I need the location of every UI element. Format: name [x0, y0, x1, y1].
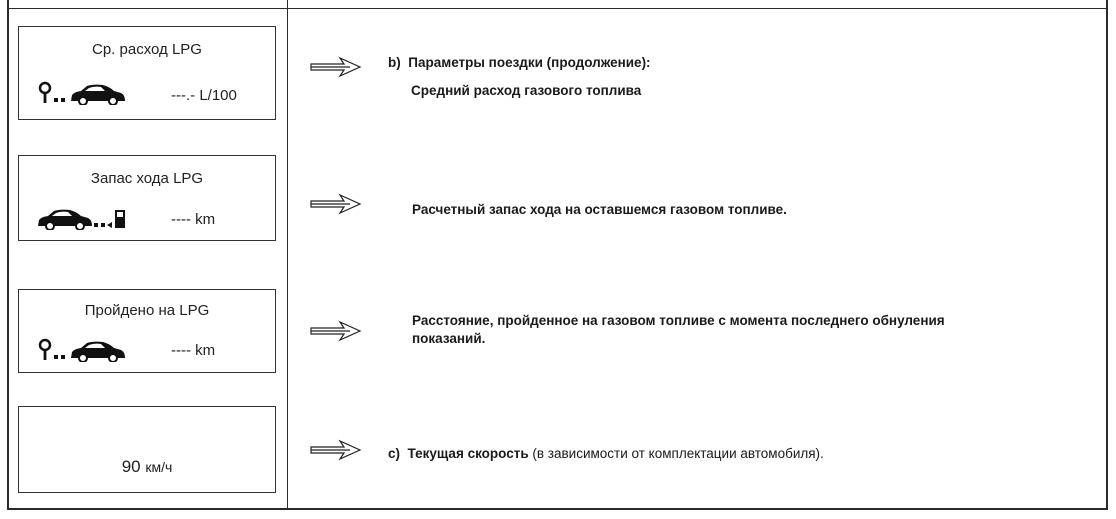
- display-panel-range-lpg: [18, 155, 276, 241]
- description-text: Расстояние, пройденное на газовом топливе с момента последнего обнуления: [412, 313, 945, 328]
- pump-dots-car-icon: [37, 338, 129, 362]
- description-text: Средний расход газового топлива: [411, 83, 642, 98]
- arrow-right-icon: [310, 193, 362, 215]
- car-arrow-pump-icon: [37, 206, 129, 230]
- panel-title: Пройдено на LPG: [84, 302, 210, 319]
- description-distance-lpg: [412, 310, 945, 350]
- panel-value: ---- km: [171, 342, 216, 359]
- panel-value: ---- km: [171, 211, 216, 228]
- speed-readout: [19, 457, 275, 477]
- arrow-right-icon: [310, 439, 362, 461]
- display-panel-distance-lpg: [18, 289, 276, 373]
- panel-title: Ср. расход LPG: [92, 41, 202, 58]
- display-panel-speed: [18, 406, 276, 493]
- speed-unit: км/ч: [145, 459, 173, 475]
- arrow-right-icon: [310, 56, 362, 78]
- speed-value: 90: [121, 457, 141, 476]
- pump-dots-car-icon: [37, 81, 129, 105]
- description-range-lpg: [412, 199, 787, 221]
- item-marker: b): [388, 55, 401, 70]
- description-speed: [388, 443, 824, 465]
- description-heading: Параметры поездки (продолжение):: [408, 55, 651, 70]
- display-panel-avg-lpg: [18, 26, 276, 120]
- column-divider: [287, 0, 288, 510]
- panel-title: Запас хода LPG: [90, 170, 204, 187]
- description-avg-lpg: [388, 52, 651, 102]
- item-marker: c): [388, 446, 401, 461]
- arrow-right-icon: [310, 320, 362, 342]
- description-text: Расчетный запас хода на оставшемся газовом топливе.: [412, 202, 787, 217]
- panel-value: ---.- L/100: [171, 87, 237, 104]
- table-top-rule: [7, 8, 1108, 9]
- description-note: (в зависимости от комплектации автомобиля).: [528, 446, 824, 461]
- description-heading: Текущая скорость: [407, 446, 529, 461]
- description-text-cont: показаний.: [412, 331, 486, 346]
